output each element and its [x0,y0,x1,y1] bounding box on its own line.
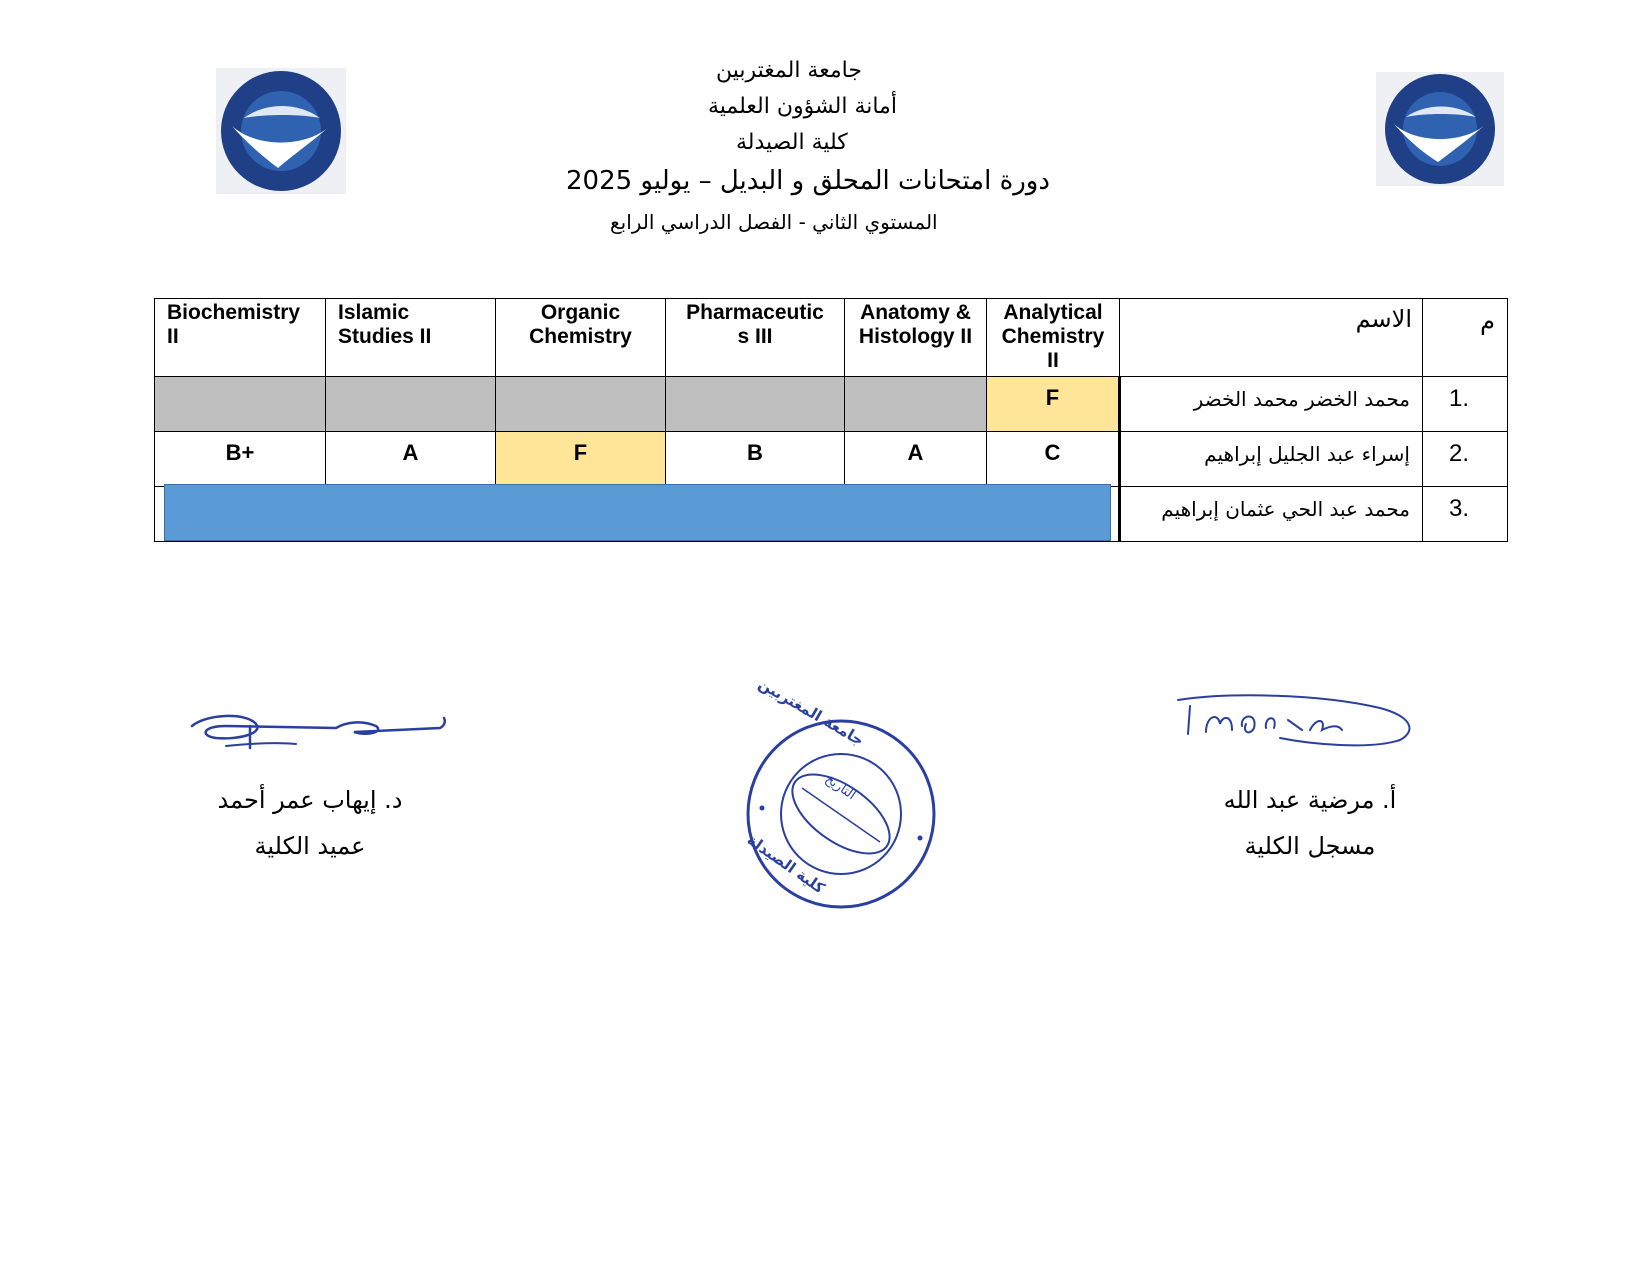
redaction-block [164,484,1111,541]
col-header-islamic-studies: Islamic Studies II [326,299,496,377]
grade-organic-chemistry: F [496,432,666,487]
table-header-row [155,299,1508,377]
student-name: إسراء عبد الجليل إبراهيم [1120,432,1423,487]
university-logo-right [1376,72,1504,186]
level-semester: المستوي الثاني - الفصل الدراسي الرابع [610,210,938,234]
registrar-name: أ. مرضية عبد الله [1223,786,1397,814]
exam-session-title: دورة امتحانات المحلق و البديل – يوليو 2025 [566,166,1050,196]
university-name: جامعة المغتربين [716,58,862,83]
university-logo-left [216,68,346,194]
student-number: 1. [1423,377,1508,432]
table-row [155,377,1508,432]
table-row [155,432,1508,487]
grade-pharmaceutics: B [666,432,845,487]
grade-analytical-chemistry: F [987,377,1120,432]
grade-islamic-studies [326,377,496,432]
col-header-name: الاسم [1120,299,1423,377]
col-header-number: م [1423,299,1508,377]
col-header-biochemistry: Biochemistry II [155,299,326,377]
grade-anatomy-histology: A [845,432,987,487]
grade-analytical-chemistry: C [987,432,1120,487]
col-header-anatomy-histology: Anatomy & Histology II [845,299,987,377]
grade-islamic-studies: A [326,432,496,487]
grade-biochemistry: B+ [155,432,326,487]
col-header-analytical-chemistry: Analytical Chemistry II [987,299,1120,377]
dean-title: عميد الكلية [254,832,366,860]
student-number: 3. [1423,487,1508,542]
college-name: كلية الصيدلة [736,130,848,155]
student-number: 2. [1423,432,1508,487]
scientific-affairs: أمانة الشؤون العلمية [708,94,897,119]
grade-pharmaceutics [666,377,845,432]
dean-name: د. إيهاب عمر أحمد [217,786,403,814]
registrar-title: مسجل الكلية [1244,832,1376,860]
registrar-signature [1170,690,1420,758]
grade-biochemistry [155,377,326,432]
stamp-bottom-text: كلية الصيدلة [743,830,829,898]
col-header-organic-chemistry: Organic Chemistry [496,299,666,377]
student-name: محمد الخضر محمد الخضر [1120,377,1423,432]
stamp-top-text: جامعة المغتربين [755,674,867,750]
stamp-center-text: التاريخ [822,771,859,804]
grade-organic-chemistry [496,377,666,432]
dean-signature [186,704,456,764]
col-header-pharmaceutics: Pharmaceutic s III [666,299,845,377]
student-name: محمد عبد الحي عثمان إبراهيم [1120,487,1423,542]
college-stamp [740,674,942,898]
grade-anatomy-histology [845,377,987,432]
